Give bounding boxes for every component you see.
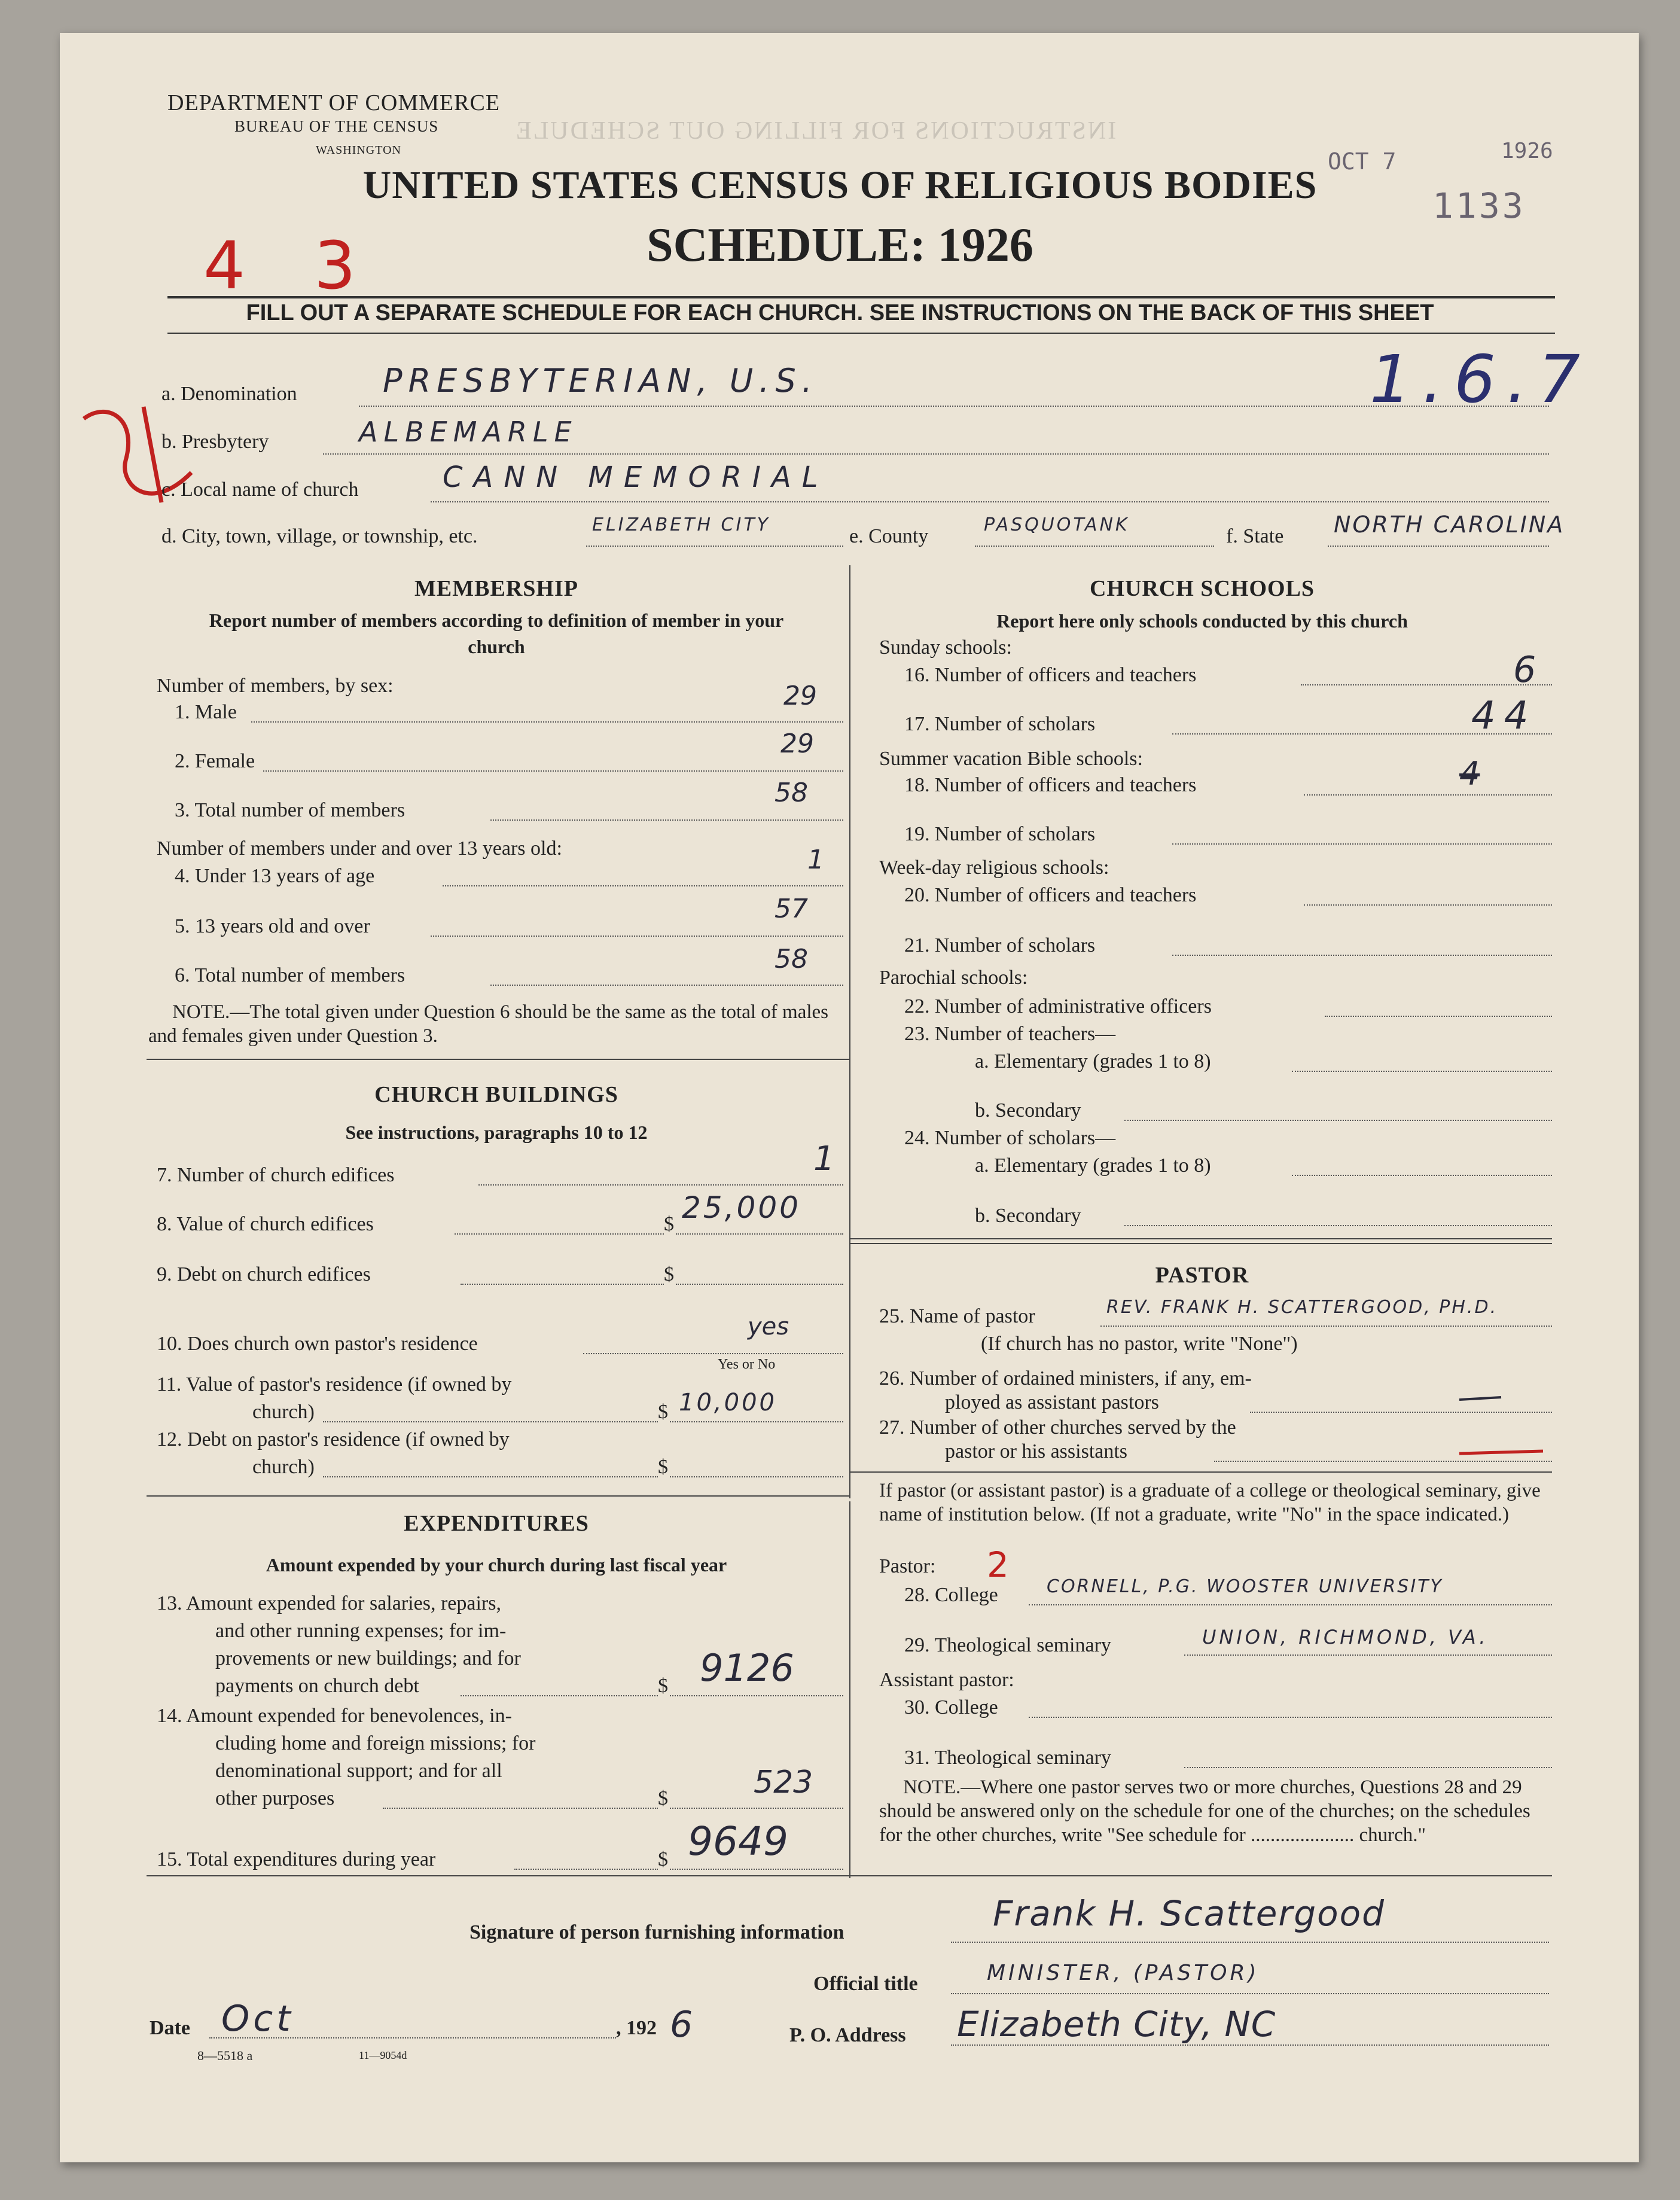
q10-label: 10. Does church own pastor's residence xyxy=(157,1333,478,1355)
q11-value[interactable]: 10,000 xyxy=(679,1389,777,1416)
q15-value[interactable]: 9649 xyxy=(688,1818,788,1864)
q15-amount-line xyxy=(670,1869,843,1870)
weekday-heading: Week-day religious schools: xyxy=(879,857,1109,879)
q21-line xyxy=(1172,955,1552,956)
q25-label: 25. Name of pastor xyxy=(879,1305,1035,1327)
q8-value[interactable]: 25,000 xyxy=(682,1190,801,1225)
q13-line3: provements or new buildings; and for xyxy=(215,1647,521,1669)
q4-value[interactable]: 1 xyxy=(807,845,824,875)
signature-value[interactable]: Frank H. Scattergood xyxy=(993,1893,1385,1934)
po-address-line xyxy=(951,2044,1549,2046)
q19-label: 19. Number of scholars xyxy=(904,823,1096,845)
buildings-title: CHURCH BUILDINGS xyxy=(374,1082,618,1107)
q11-dollar: $ xyxy=(658,1401,668,1423)
pastor-note: NOTE.—Where one pastor serves two or more churches, Questions 28 and 29 should be answered only on the schedule for one of the churches; on the schedules for the other churches, write "See schedule for ..................... church." xyxy=(879,1777,1530,1846)
city-heading: WASHINGTON xyxy=(316,144,401,157)
q13-line4: payments on church debt xyxy=(215,1675,419,1697)
q28-label: 28. College xyxy=(904,1584,998,1606)
q3-line xyxy=(490,819,843,821)
pastor-title: PASTOR xyxy=(1155,1263,1249,1288)
q19-line xyxy=(1172,843,1552,845)
instruction-banner: FILL OUT A SEPARATE SCHEDULE FOR EACH CHURCH. SEE INSTRUCTIONS ON THE BACK OF THIS SHEET xyxy=(246,300,1434,325)
q20-label: 20. Number of officers and teachers xyxy=(904,884,1197,906)
q16-value[interactable]: 6 xyxy=(1513,649,1536,691)
q23a-label: a. Elementary (grades 1 to 8) xyxy=(975,1050,1211,1072)
q14-line xyxy=(383,1808,658,1809)
q9-label: 9. Debt on church edifices xyxy=(157,1263,371,1285)
q26-label-cont: ployed as assistant pastors xyxy=(945,1391,1159,1413)
q9-dollar: $ xyxy=(664,1263,674,1285)
signature-line xyxy=(951,1942,1549,1943)
q22-label: 22. Number of administrative officers xyxy=(904,995,1212,1017)
county-line xyxy=(975,546,1214,547)
denomination-label: a. Denomination xyxy=(161,383,297,405)
q11-amount-line xyxy=(670,1421,843,1422)
city-line xyxy=(586,546,843,547)
q1-value[interactable]: 29 xyxy=(783,681,817,711)
q23a-line xyxy=(1292,1071,1552,1072)
county-label: e. County xyxy=(849,525,929,547)
buildings-rule xyxy=(147,1495,849,1497)
pastor-rule xyxy=(849,1471,1552,1473)
received-stamp-year: 1926 xyxy=(1501,139,1553,163)
q16-label: 16. Number of officers and teachers xyxy=(904,664,1197,686)
q18-label: 18. Number of officers and teachers xyxy=(904,774,1197,796)
q1-label: 1. Male xyxy=(175,701,237,723)
q8-amount-line xyxy=(676,1233,843,1235)
q15-line xyxy=(514,1869,658,1870)
q2-value[interactable]: 29 xyxy=(780,729,814,759)
q6-line xyxy=(490,985,843,986)
signature-label: Signature of person furnishing information xyxy=(469,1921,844,1943)
q13-amount-line xyxy=(670,1695,843,1696)
q5-value[interactable]: 57 xyxy=(775,894,808,924)
state-label: f. State xyxy=(1226,525,1284,547)
q17-value[interactable]: 44 xyxy=(1471,694,1537,738)
state-line xyxy=(1328,546,1549,547)
q12-dollar: $ xyxy=(658,1456,668,1478)
q22-line xyxy=(1325,1016,1552,1017)
denomination-line xyxy=(359,406,1549,407)
department-heading: DEPARTMENT OF COMMERCE xyxy=(167,90,501,115)
q23b-label: b. Secondary xyxy=(975,1099,1081,1122)
vacation-heading: Summer vacation Bible schools: xyxy=(879,748,1143,770)
q25-note: (If church has no pastor, write "None") xyxy=(981,1333,1298,1355)
church-name-line xyxy=(431,501,1549,502)
q25-line xyxy=(1100,1326,1552,1327)
official-title-line xyxy=(951,1993,1549,1994)
q1-line xyxy=(251,721,843,723)
q8-dollar: $ xyxy=(664,1213,674,1235)
schools-rule-double xyxy=(849,1243,1552,1244)
q13-dollar: $ xyxy=(658,1675,668,1697)
red-dash-marks xyxy=(1435,1364,1555,1471)
buildings-subtitle: See instructions, paragraphs 10 to 12 xyxy=(345,1122,648,1143)
q23b-line xyxy=(1124,1120,1552,1121)
q10-value[interactable]: yes xyxy=(748,1313,789,1340)
blue-code-mark: 1.6.7 xyxy=(1370,341,1591,418)
column-divider xyxy=(849,565,850,1498)
q7-line xyxy=(478,1184,843,1186)
q24a-line xyxy=(1292,1175,1552,1176)
official-title-value[interactable]: MINISTER, (PASTOR) xyxy=(987,1961,1260,1985)
q12-label-cont: church) xyxy=(252,1456,315,1478)
q27-label-cont: pastor or his assistants xyxy=(945,1440,1128,1462)
q23-label: 23. Number of teachers— xyxy=(904,1023,1116,1045)
membership-title: MEMBERSHIP xyxy=(414,576,578,601)
q3-label: 3. Total number of members xyxy=(175,799,405,821)
presbytery-value[interactable]: ALBEMARLE xyxy=(359,416,578,448)
members-by-sex-heading: Number of members, by sex: xyxy=(157,675,394,697)
q3-value[interactable]: 58 xyxy=(775,778,808,808)
parochial-heading: Parochial schools: xyxy=(879,967,1028,989)
q11-label-cont: church) xyxy=(252,1401,315,1423)
red-numeral: 2 xyxy=(987,1544,1009,1585)
q12-label: 12. Debt on pastor's residence (if owned by xyxy=(157,1428,510,1451)
q10-line xyxy=(583,1353,843,1354)
po-address-label: P. O. Address xyxy=(789,2024,906,2046)
q14-value[interactable]: 523 xyxy=(754,1765,813,1800)
q12-amount-line xyxy=(670,1476,843,1477)
q7-value[interactable]: 1 xyxy=(813,1139,835,1178)
q4-label: 4. Under 13 years of age xyxy=(175,865,375,887)
q5-label: 5. 13 years old and over xyxy=(175,915,370,937)
q2-line xyxy=(263,770,843,772)
q27-label: 27. Number of other churches served by the xyxy=(879,1416,1236,1439)
q30-line xyxy=(1029,1717,1552,1718)
denomination-value[interactable]: PRESBYTERIAN, U.S. xyxy=(383,362,818,400)
sunday-heading: Sunday schools: xyxy=(879,636,1012,659)
q25-value[interactable]: REV. FRANK H. SCATTERGOOD, PH.D. xyxy=(1106,1297,1498,1318)
membership-rule xyxy=(147,1059,849,1060)
q2-label: 2. Female xyxy=(175,750,255,772)
print-number: 11—9054d xyxy=(359,2049,407,2061)
state-value[interactable]: NORTH CAROLINA xyxy=(1334,511,1565,538)
yes-no-caption: Yes or No xyxy=(718,1357,776,1372)
q28-value[interactable]: CORNELL, P.G. WOOSTER UNIVERSITY xyxy=(1047,1576,1443,1597)
q18-value[interactable]: 4 xyxy=(1459,755,1480,793)
q14-line4: other purposes xyxy=(215,1787,335,1809)
age-heading: Number of members under and over 13 years old: xyxy=(157,837,562,860)
pastor-subheading: Pastor: xyxy=(879,1555,936,1577)
q29-value[interactable]: UNION, RICHMOND, VA. xyxy=(1202,1626,1489,1649)
rule-bottom xyxy=(167,333,1555,334)
q8-label: 8. Value of church edifices xyxy=(157,1213,374,1235)
q31-label: 31. Theological seminary xyxy=(904,1747,1111,1769)
q4-line xyxy=(443,885,843,886)
q15-label: 15. Total expenditures during year xyxy=(157,1848,436,1870)
q11-label: 11. Value of pastor's residence (if owned by xyxy=(157,1373,512,1395)
q13-line xyxy=(461,1695,658,1696)
column-divider-lower xyxy=(849,1501,850,1878)
bleed-through-heading: INSTRUCTIONS FOR FILLING OUT SCHEDULE xyxy=(514,117,1117,145)
presbytery-line xyxy=(323,453,1549,455)
membership-subtitle: Report number of members according to definition of member in your church xyxy=(209,610,784,657)
year-value[interactable]: 6 xyxy=(670,2004,697,2046)
q14-line2: cluding home and foreign missions; for xyxy=(215,1732,536,1754)
q31-line xyxy=(1184,1767,1552,1768)
q21-label: 21. Number of scholars xyxy=(904,934,1096,956)
q14-line1: 14. Amount expended for benevolences, in- xyxy=(157,1705,512,1727)
q6-value[interactable]: 58 xyxy=(775,944,808,974)
form-number: 8—5518 a xyxy=(197,2048,253,2063)
q14-dollar: $ xyxy=(658,1787,668,1809)
q9-amount-line xyxy=(676,1284,843,1285)
q26-label: 26. Number of ordained ministers, if any, em- xyxy=(879,1367,1252,1390)
q24-label: 24. Number of scholars— xyxy=(904,1127,1116,1149)
q13-value[interactable]: 9126 xyxy=(700,1646,794,1690)
membership-note: NOTE.—The total given under Question 6 should be the same as the total of males and females given under Question 3. xyxy=(148,1001,828,1047)
expenditures-title: EXPENDITURES xyxy=(404,1511,589,1536)
schools-title: CHURCH SCHOOLS xyxy=(1089,576,1315,601)
date-value[interactable]: Oct xyxy=(221,1998,294,2040)
q15-dollar: $ xyxy=(658,1848,668,1870)
q12-line xyxy=(323,1476,658,1477)
q18-line xyxy=(1304,794,1552,796)
q5-line xyxy=(431,936,843,937)
q30-label: 30. College xyxy=(904,1696,998,1718)
q28-line xyxy=(1029,1604,1552,1605)
q8-line xyxy=(455,1233,664,1235)
q29-line xyxy=(1184,1654,1552,1656)
q14-amount-line xyxy=(670,1808,843,1809)
schools-subtitle: Report here only schools conducted by this church xyxy=(996,610,1408,632)
county-value[interactable]: PASQUOTANK xyxy=(984,514,1130,535)
schools-rule xyxy=(849,1238,1552,1239)
q24b-label: b. Secondary xyxy=(975,1205,1081,1227)
expenditures-subtitle: Amount expended by your church during last fiscal year xyxy=(266,1554,727,1576)
presbytery-label: b. Presbytery xyxy=(161,431,269,453)
q6-label: 6. Total number of members xyxy=(175,964,405,986)
form-subtitle: SCHEDULE: 1926 xyxy=(647,219,1033,272)
church-name-label: c. Local name of church xyxy=(161,479,359,501)
q13-line2: and other running expenses; for im- xyxy=(215,1620,507,1642)
q24b-line xyxy=(1124,1225,1552,1226)
q11-line xyxy=(323,1421,658,1422)
red-margin-mark: 4 3 xyxy=(203,227,380,304)
rule-top xyxy=(167,296,1555,298)
city-value[interactable]: ELIZABETH CITY xyxy=(592,514,770,535)
po-address-value[interactable]: Elizabeth City, NC xyxy=(957,2004,1276,2044)
graduate-note: If pastor (or assistant pastor) is a graduate of a college or theological seminary, give name of institution below. (If not a graduate, write "No" in the space indicated.) xyxy=(879,1480,1541,1525)
q14-line3: denominational support; and for all xyxy=(215,1760,502,1782)
date-label: Date xyxy=(150,2017,190,2039)
q20-line xyxy=(1304,904,1552,906)
received-stamp-month: OCT 7 xyxy=(1328,148,1397,175)
city-label: d. City, town, village, or township, etc. xyxy=(161,525,478,547)
q7-label: 7. Number of church edifices xyxy=(157,1164,395,1186)
q29-label: 29. Theological seminary xyxy=(904,1634,1111,1656)
q17-label: 17. Number of scholars xyxy=(904,713,1096,735)
assistant-subheading: Assistant pastor: xyxy=(879,1669,1014,1691)
q9-line xyxy=(461,1284,664,1285)
form-title: UNITED STATES CENSUS OF RELIGIOUS BODIES xyxy=(362,163,1318,207)
q24a-label: a. Elementary (grades 1 to 8) xyxy=(975,1154,1211,1177)
year-prefix: , 192 xyxy=(616,2017,657,2039)
file-number-stamp: 1133 xyxy=(1432,185,1526,226)
official-title-label: Official title xyxy=(813,1973,918,1995)
q13-line1: 13. Amount expended for salaries, repairs, xyxy=(157,1592,501,1614)
church-name-value[interactable]: CANN MEMORIAL xyxy=(443,461,829,494)
bureau-heading: BUREAU OF THE CENSUS xyxy=(234,117,439,135)
